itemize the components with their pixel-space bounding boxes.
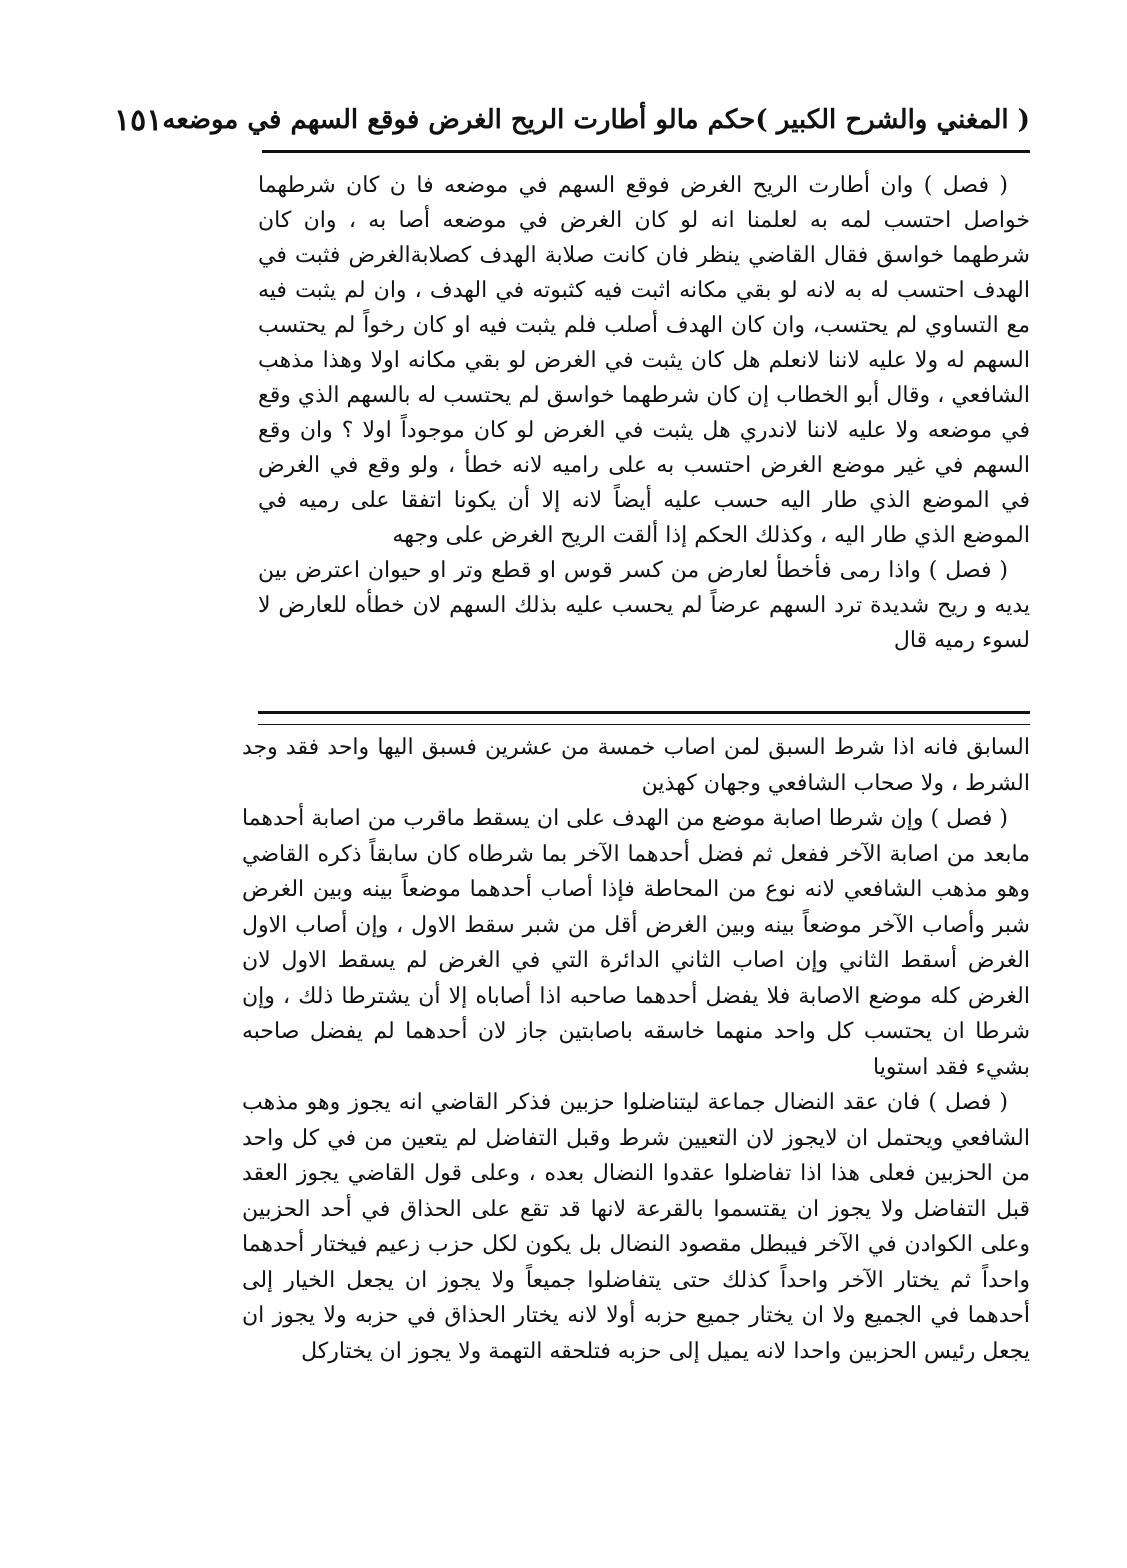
section-divider (258, 711, 1030, 725)
main-paragraph: ( فصل ) وإن شرطا اصابة موضع من الهدف على ان يسقط ماقرب من اصابة أحدهما مابعد من اصابة الآخر ففعل ثم فضل أحدهما الآخر بما شرطاه كان سابقاً ذكره القاضي وهو مذهب الشافعي لانه نوع من المحاطة فإذا أصاب أحدهما موضعاً بينه وبين الغرض شبر وأصاب الآخر موضعاً بينه وبين الغرض أقل من شبر سقط الاول ، وإن أصاب الاول الغرض أسقط الثاني وإن اصاب الثاني الدائرة التي في الغرض لم يسقط الاول لان الغرض كله موضع الاصابة فلا يفضل أحدهما صاحبه اذا أصاباه إلا أن يشترطا ذلك ، وإن شرطا ان يحتسب كل واحد منهما خاسقه باصابتين جاز لان أحدهما لم يفضل صاحبه بشيء فقد استويا (242, 806, 1031, 1080)
commentary-paragraph: ( فصل ) وان أطارت الريح الغرض فوقع السهم في موضعه فا ن كان شرطهما خواصل احتسب لمه به لعلمنا انه لو كان الغرض في موضعه أصا به ، وان كان شرطهما خواسق فقال القاضي ينظر فان كانت صلابة الهدف كصلابةالغرض فثبت في الهدف احتسب له به لانه لو بقي مكانه اثبت فيه كثبوته في الهدف ، وان لم يثبت فيه مع التساوي لم يحتسب، وان كان الهدف أصلب فلم يثبت فيه او كان رخواً لم يحتسب السهم له ولا عليه لاننا لانعلم هل كان يثبت في الغرض لو بقي مكانه اولا وهذا مذهب الشافعي ، وقال أبو الخطاب إن كان شرطهما خواسق لم يحتسب له بالسهم الذي وقع في موضعه ولا عليه لاننا لاندري هل يثبت في الغرض لو كان موجوداً اولا ؟ وان وقع السهم في غير موضع الغرض احتسب به على راميه لانه خطأ ، ولو وقع في الغرض في الموضع الذي طار اليه حسب عليه أيضاً لانه إلا أن يكونا اتفقا على رميه في الموضع الذي طار اليه ، وكذلك الحكم إذا ألقت الريح الغرض على وجهه (258, 173, 1030, 548)
chapter-title: حكم مالو أطارت الريح الغرض فوقع السهم في موضعه (162, 105, 756, 135)
commentary-section (258, 168, 1030, 658)
main-text-section (242, 730, 1030, 1369)
page-header (114, 92, 1030, 148)
page-number: ١٥١ (114, 102, 163, 138)
main-paragraph: ( فصل ) فان عقد النضال جماعة ليتناضلوا حزبين فذكر القاضي انه يجوز وهو مذهب الشافعي ويحتمل ان لايجوز لان التعيين شرط وقبل التفاضل لم يتعين من في كل واحد من الحزبين فعلى هذا اذا تفاضلوا عقدوا النضال بعده ، وعلى قول القاضي يجوز العقد قبل التفاضل ولا يجوز ان يقتسموا بالقرعة لانها قد تقع على الحذاق في أحد الحزبين وعلى الكوادن في الآخر فيبطل مقصود النضال بل يكون لكل حزب زعيم فيختار أحدهما واحداً ثم يختار الآخر واحداً كذلك حتى يتفاضلوا جميعاً ولا يجوز ان يجعل الخيار إلى أحدهما في الجميع ولا ان يختار جميع حزبه أولا لانه يختار الحذاق في حزبه ولا يجوز ان يجعل رئيس الحزبين واحدا لانه يميل إلى حزبه فتلحقه التهمة ولا يجوز ان يختاركل (242, 1090, 1030, 1364)
commentary-paragraph: ( فصل ) واذا رمى فأخطأ لعارض من كسر قوس او قطع وتر او حيوان اعترض بين يديه و ريح شديدة ترد السهم عرضاً لم يحسب عليه بذلك السهم لان خطأه للعارض لا لسوء رميه قال (258, 558, 1030, 653)
book-title: ( المغني والشرح الكبير ) (755, 105, 1030, 135)
main-continuation: السابق فانه اذا شرط السبق لمن اصاب خمسة من عشرين فسبق اليها واحد فقد وجد الشرط ، ولا صحاب الشافعي وجهان كهذين (242, 735, 1030, 796)
header-divider (262, 150, 1030, 153)
